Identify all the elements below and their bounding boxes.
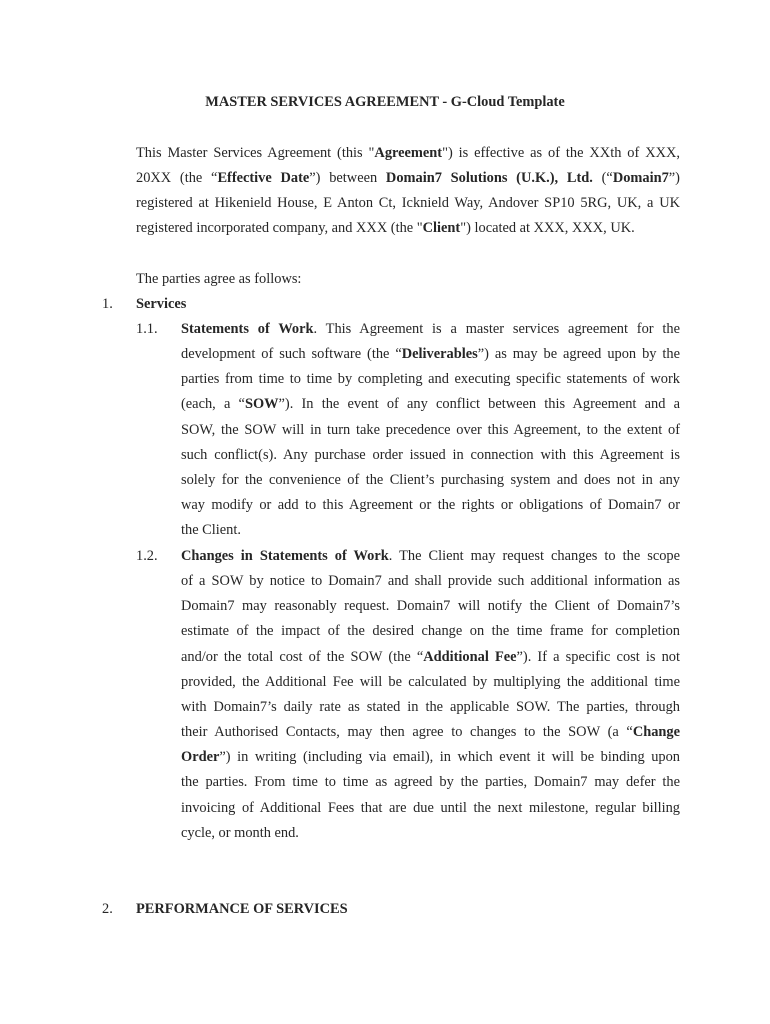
body-line — [181, 317, 680, 342]
defined-term: Deliverables — [401, 346, 478, 363]
defined-term-client: Client — [422, 220, 461, 237]
text: ”) between — [309, 170, 386, 187]
body-line: Domain7 may reasonably request. Domain7 will notify the Client of Domain7’s — [181, 598, 680, 615]
body-line: cycle, or month end. — [181, 824, 299, 841]
body-line: provided, the Additional Fee will be calculated by multiplying the additional time — [181, 673, 680, 690]
body-line: invoicing of Additional Fees that are due until the next milestone, regular billing — [181, 799, 680, 816]
text: ”). If a specific cost is not — [516, 648, 680, 665]
company-name: Domain7 Solutions (U.K.), Ltd. — [385, 170, 593, 187]
body-line: SOW, the SOW will in turn take precedence over this Agreement, to the extent of — [181, 421, 680, 438]
body-line: solely for the convenience of the Client’s purchasing system and does not in any — [181, 471, 680, 488]
intro-line: registered at Hikenield House, E Anton Ct, Icknield Way, Andover SP10 5RG, UK, a UK — [136, 195, 680, 212]
document-title: MASTER SERVICES AGREEMENT - G-Cloud Template — [205, 94, 565, 110]
text: and/or the total cost of the SOW (the “ — [181, 648, 424, 665]
text: 20XX (the “ — [136, 170, 218, 187]
defined-term-domain7: Domain7 — [612, 170, 669, 187]
text: ”) — [668, 170, 680, 187]
text: (each, a “ — [181, 396, 245, 413]
body-line — [181, 645, 680, 670]
body-line: parties from time to time by completing and executing specific statements of work — [181, 371, 680, 388]
intro-line — [136, 216, 680, 241]
body-line — [181, 544, 680, 569]
defined-term: Order — [181, 749, 220, 766]
text: development of such software (the “ — [181, 346, 402, 363]
subsection-body — [181, 317, 680, 543]
section-heading: Services — [136, 296, 187, 312]
defined-term-agreement: Agreement — [374, 145, 443, 161]
body-line: the parties. From time to time as agreed by the parties, Domain7 may defer the — [181, 774, 680, 791]
section-heading: PERFORMANCE OF SERVICES — [136, 901, 348, 917]
text: . This Agreement is a master services agreement for the — [313, 321, 680, 337]
text: . The Client may request changes to the scope — [388, 548, 680, 564]
body-line: estimate of the impact of the desired change on the time frame for completion — [181, 623, 680, 640]
text: ") located at XXX, XXX, UK. — [460, 220, 635, 237]
text: ”) in writing (including via email), in which event it will be binding upon — [219, 749, 680, 766]
text: (“ — [592, 170, 613, 187]
body-line: such conflict(s). Any purchase order issued in connection with this Agreement is — [181, 446, 680, 463]
intro-line — [136, 166, 680, 191]
defined-term: SOW — [244, 396, 279, 413]
agree-text: The parties agree as follows: — [136, 271, 302, 287]
intro-paragraph — [136, 141, 680, 241]
body-line: the Client. — [181, 522, 241, 539]
body-line: way modify or add to this Agreement or the rights or obligations of Domain7 or — [181, 497, 680, 514]
text: ”). In the event of any conflict between this Agreement and a — [278, 396, 681, 413]
body-line — [181, 392, 680, 417]
text: their Authorised Contacts, may then agree to changes to the SOW (a “ — [181, 724, 633, 741]
body-line: with Domain7’s daily rate as stated in the applicable SOW. The parties, through — [181, 698, 680, 715]
body-line — [181, 745, 680, 770]
subsection-number: 1.2. — [136, 548, 158, 564]
subsection-body — [181, 544, 680, 846]
text: ”) as may be agreed upon by the — [477, 346, 680, 363]
body-line — [181, 720, 680, 745]
subsection-heading: Statements of Work — [181, 321, 314, 337]
subsection-number: 1.1. — [136, 321, 158, 337]
section-number: 1. — [102, 296, 113, 312]
text: registered incorporated company, and XXX (the " — [136, 220, 423, 237]
text: This Master Services Agreement (this " — [136, 145, 375, 161]
body-line — [181, 342, 680, 367]
body-line: of a SOW by notice to Domain7 and shall provide such additional information as — [181, 573, 680, 590]
text: ") is effective as of the XXth of XXX, — [442, 145, 680, 161]
defined-term: Change — [632, 724, 680, 741]
section-number: 2. — [102, 901, 113, 917]
intro-line — [136, 141, 680, 166]
subsection-heading: Changes in Statements of Work — [181, 548, 389, 564]
defined-term: Additional Fee — [423, 648, 517, 665]
defined-term-effective-date: Effective Date — [217, 170, 310, 187]
